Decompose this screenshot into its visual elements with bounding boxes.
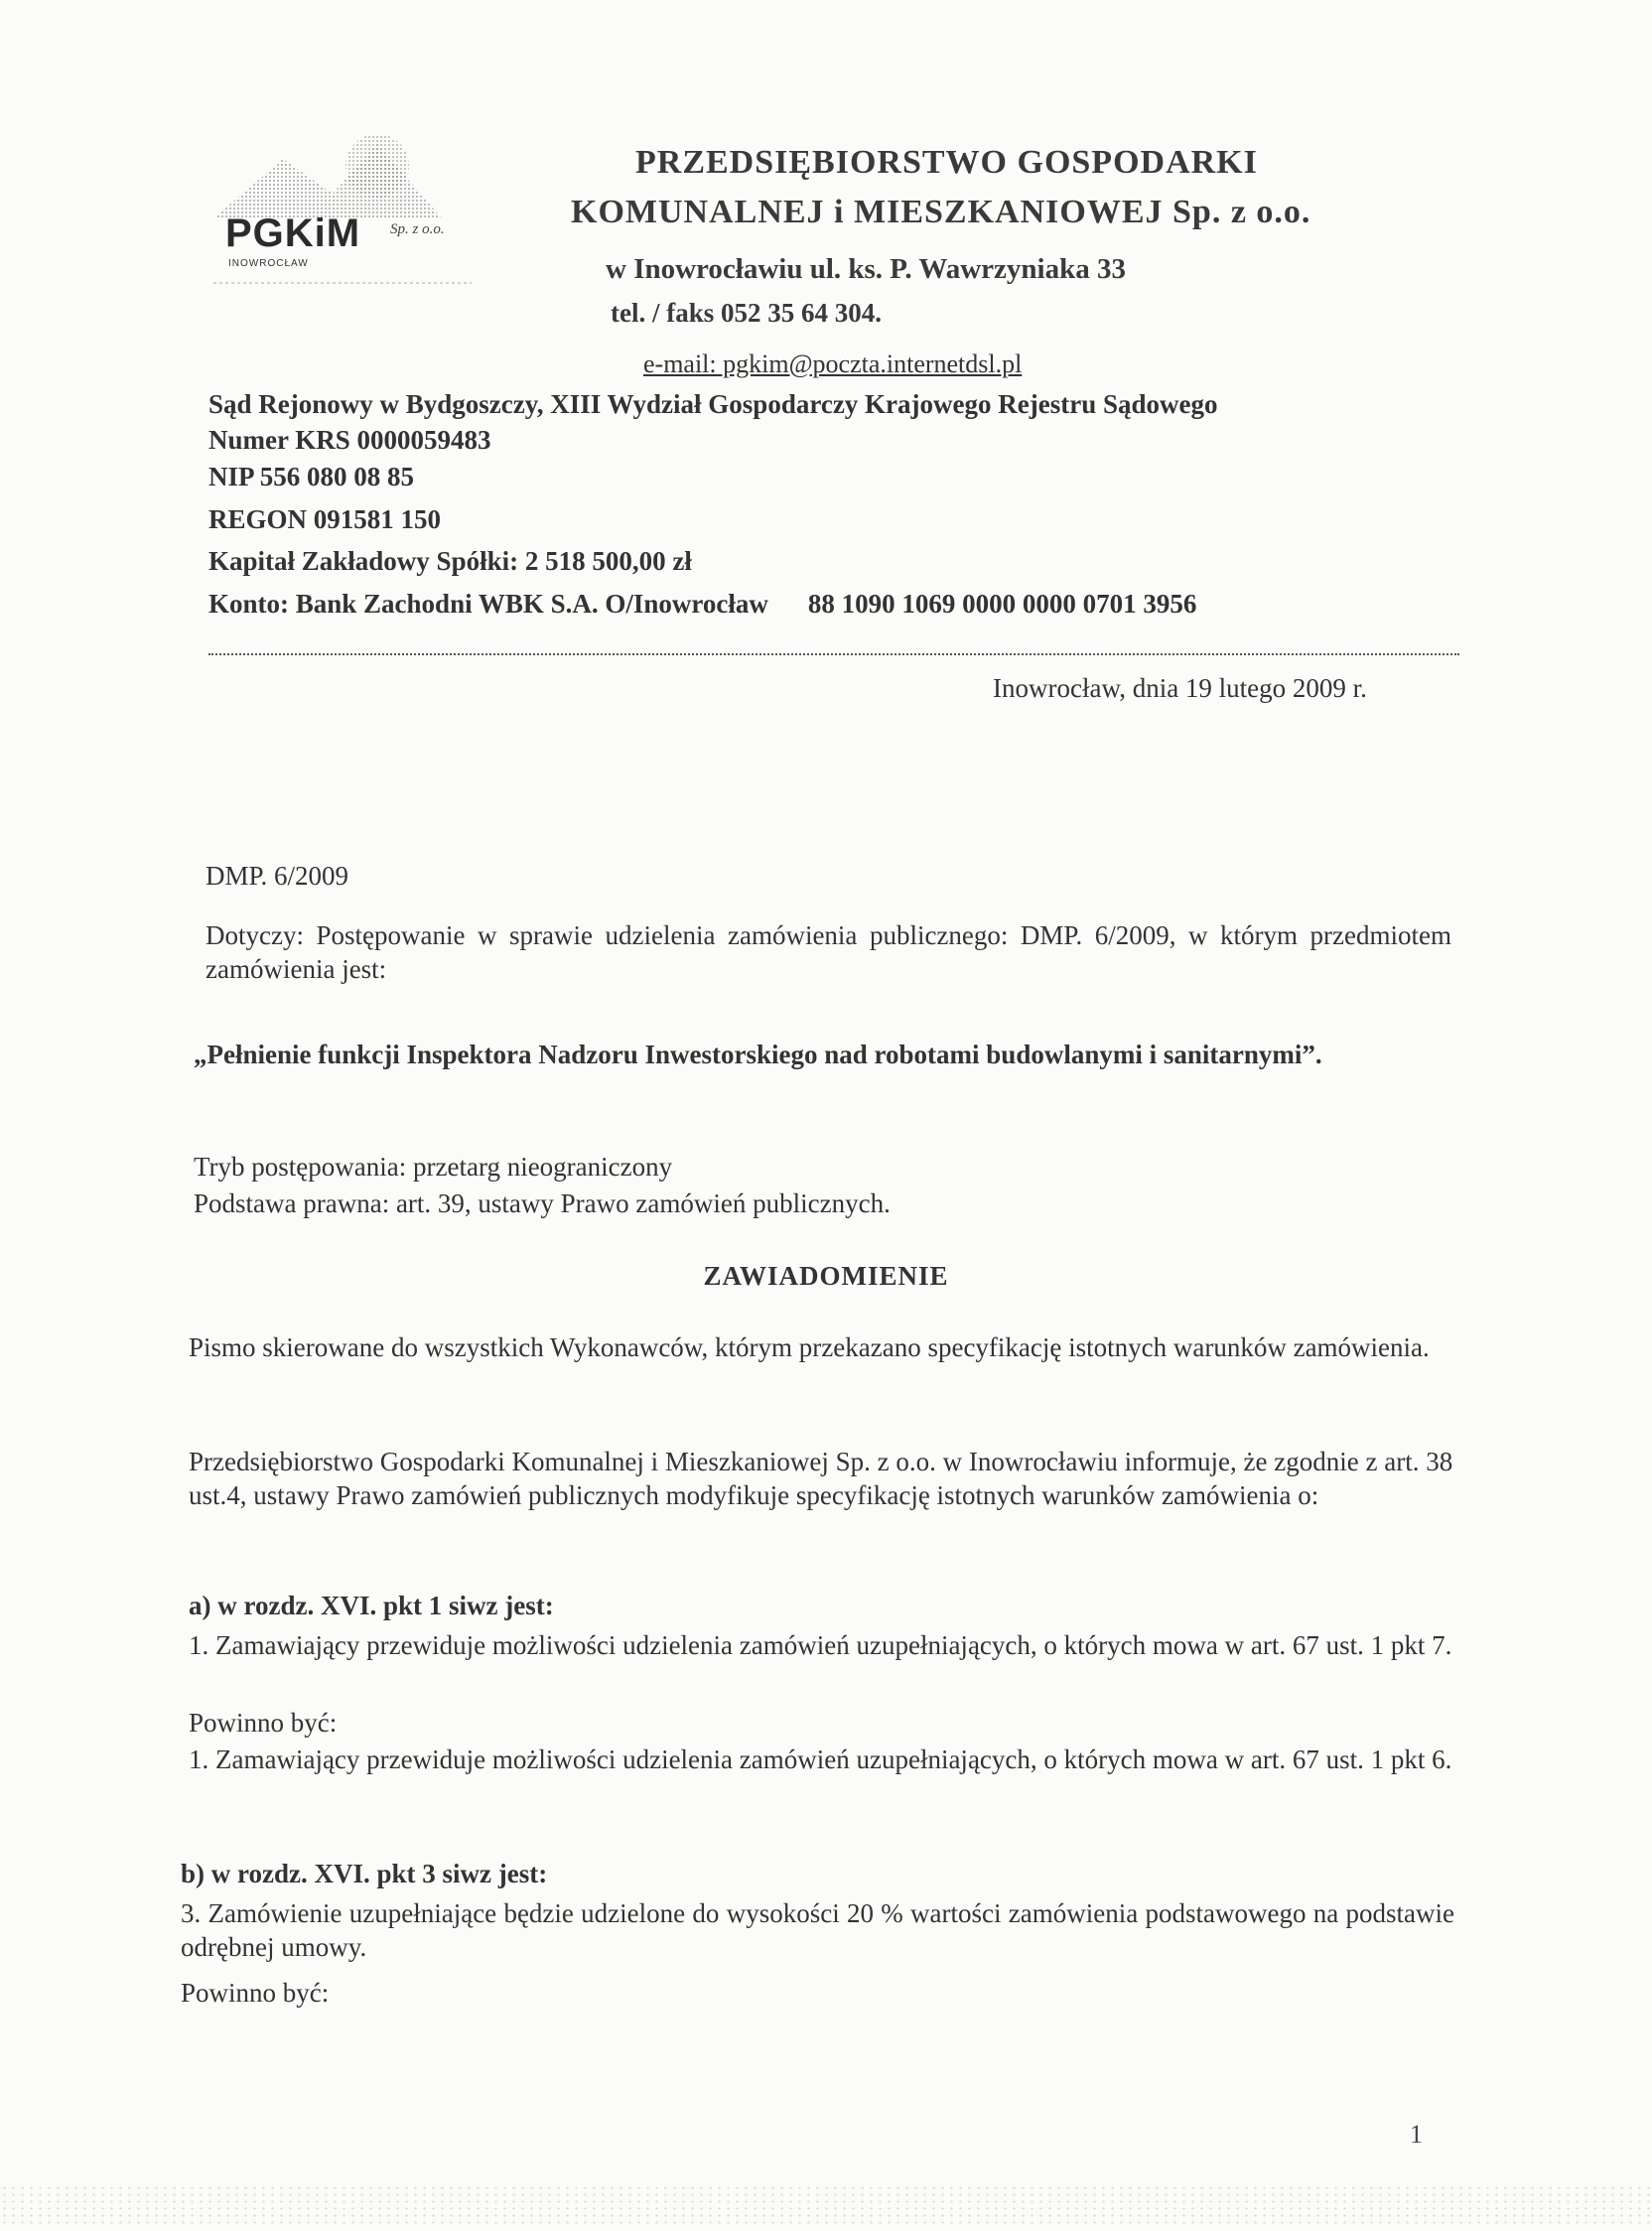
notice-heading: ZAWIADOMIENIE bbox=[703, 1261, 949, 1291]
logo-city: INOWROCŁAW bbox=[228, 258, 309, 269]
section-b-current: 3. Zamówienie uzupełniające będzie udzielone do wysokości 20 % wartości zamówienia podstawowego na podstawie odrębnej umowy. bbox=[181, 1898, 1454, 1962]
section-a-should-be-label: Powinno być: bbox=[189, 1708, 338, 1738]
contract-subject: „Pełnienie funkcji Inspektora Nadzoru Inwestorskiego nad robotami budowlanymi i sanitarnymi”. bbox=[194, 1040, 1322, 1069]
recipients-note: Pismo skierowane do wszystkich Wykonawców, którym przekazano specyfikację istotnych warunków zamówienia. bbox=[189, 1332, 1430, 1362]
procedure-type: Tryb postępowania: przetarg nieograniczony bbox=[194, 1152, 673, 1182]
company-phone: tel. / faks 052 35 64 304. bbox=[611, 298, 882, 328]
registry-regon: REGON 091581 150 bbox=[208, 504, 442, 534]
registry-capital: Kapitał Zakładowy Spółki: 2 518 500,00 zł bbox=[208, 546, 692, 576]
registry-court: Sąd Rejonowy w Bydgoszczy, XIII Wydział Gospodarczy Krajowego Rejestru Sądowego bbox=[208, 389, 1218, 419]
section-a-heading: a) w rozdz. XVI. pkt 1 siwz jest: bbox=[189, 1591, 554, 1620]
logo-suffix: Sp. z o.o. bbox=[390, 221, 445, 237]
company-email-link[interactable]: e-mail: pgkim@poczta.internetdsl.pl bbox=[643, 349, 1023, 378]
legal-basis: Podstawa prawna: art. 39, ustawy Prawo zamówień publicznych. bbox=[194, 1188, 891, 1218]
section-a-should-be: 1. Zamawiający przewiduje możliwości udzielenia zamówień uzupełniających, o których mowa w art. 67 ust. 1 pkt 6. bbox=[189, 1744, 1452, 1774]
company-name-line1: PRZEDSIĘBIORSTWO GOSPODARKI bbox=[635, 144, 1258, 181]
document-date: Inowrocław, dnia 19 lutego 2009 r. bbox=[993, 673, 1367, 703]
registry-account: 88 1090 1069 0000 0000 0701 3956 bbox=[807, 589, 1197, 619]
registry-nip: NIP 556 080 08 85 bbox=[208, 462, 415, 491]
page-number: 1 bbox=[1410, 2120, 1423, 2149]
registry-krs: Numer KRS 0000059483 bbox=[208, 425, 491, 455]
scan-noise bbox=[0, 2184, 1652, 2224]
company-name-line2: KOMUNALNEJ i MIESZKANIOWEJ Sp. z o.o. bbox=[571, 194, 1311, 230]
company-logo bbox=[213, 124, 472, 288]
section-b-heading: b) w rozdz. XVI. pkt 3 siwz jest: bbox=[181, 1859, 548, 1888]
registry-bank: Konto: Bank Zachodni WBK S.A. O/Inowrocław bbox=[208, 589, 768, 619]
logo-name: PGKiM bbox=[225, 211, 361, 255]
section-b-should-be-label: Powinno być: bbox=[181, 1978, 330, 2008]
subject-intro: Dotyczy: Postępowanie w sprawie udzielenia zamówienia publicznego: DMP. 6/2009, w którym przedmiotem zamówienia jest: bbox=[206, 920, 1451, 984]
header-divider bbox=[208, 653, 1459, 655]
modification-intro: Przedsiębiorstwo Gospodarki Komunalnej i Mieszkaniowej Sp. z o.o. w Inowrocławiu informuje, że zgodnie z art. 38 ust.4, ustawy Prawo zamówień publicznych modyfikuje specyfikację istotnych warunków zamówienia o: bbox=[189, 1447, 1453, 1510]
reference-number: DMP. 6/2009 bbox=[206, 861, 349, 891]
company-address: w Inowrocławiu ul. ks. P. Wawrzyniaka 33 bbox=[606, 253, 1126, 285]
section-a-current: 1. Zamawiający przewiduje możliwości udzielenia zamówień uzupełniających, o których mowa w art. 67 ust. 1 pkt 7. bbox=[189, 1630, 1452, 1660]
registry-bank-row bbox=[208, 589, 1196, 620]
